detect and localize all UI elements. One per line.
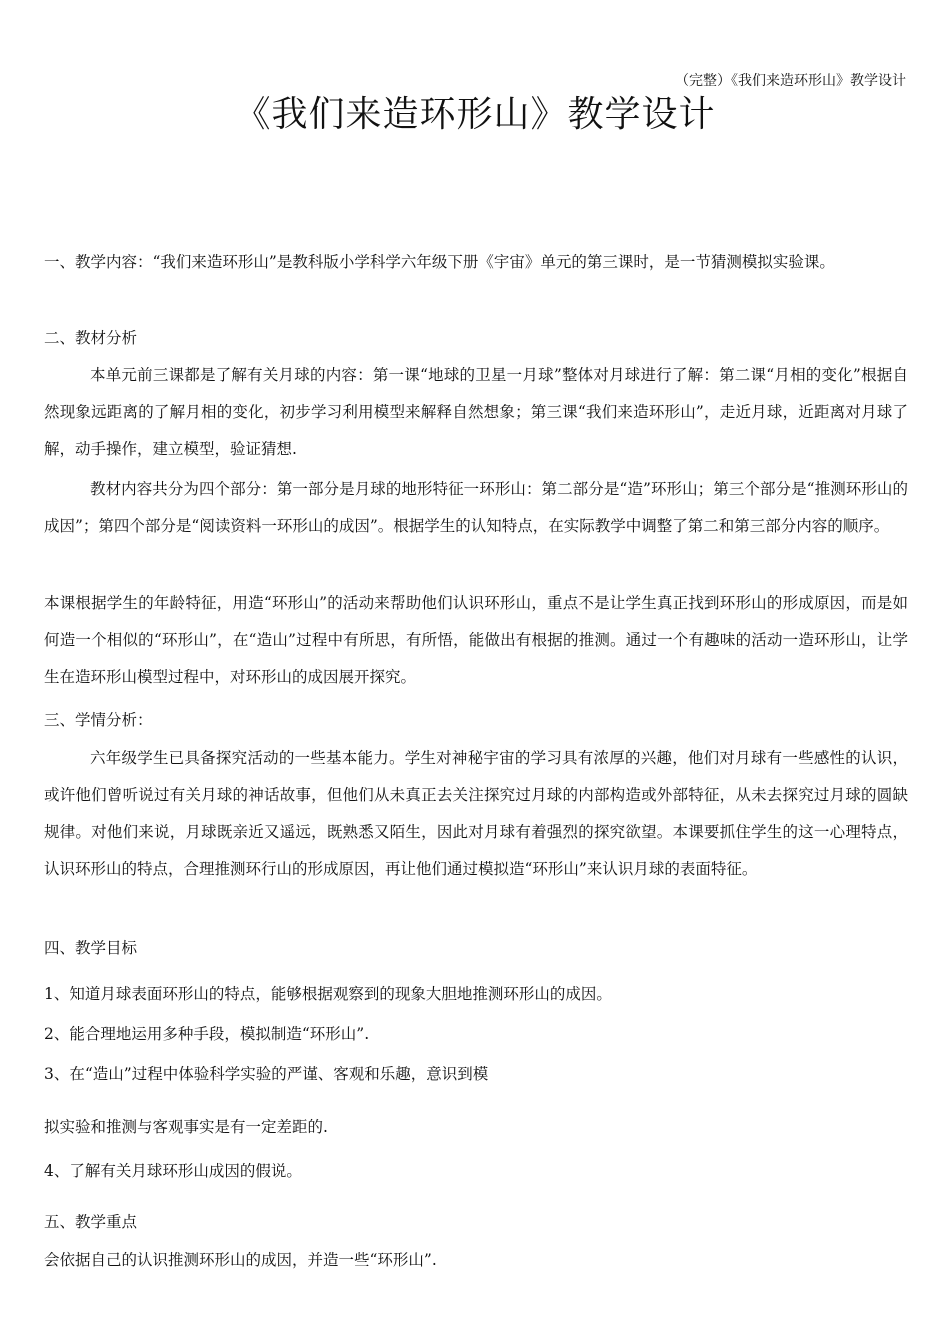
section-2-heading: 二、教材分析 — [44, 329, 138, 347]
goal-3-line-2: 拟实验和推测与客观事实是有一定差距的. — [44, 1118, 328, 1136]
key-point-paragraph: 会依据自己的认识推测环形山的成因，并造一些“环形山”. — [44, 1251, 437, 1269]
section-5-heading: 五、教学重点 — [44, 1213, 138, 1231]
analysis-paragraph-3: 本课根据学生的年龄特征，用造“环形山”的活动来帮助他们认识环形山，重点不是让学生真正找到环形山的形成原因，而是如何造一个相似的“环形山”，在“造山”过程中有所思，有所悟，能做出有根据的推测。通过一个有趣味的活动一造环形山，让学生在造环形山模型过程中，对环形山的成因展开探究。 — [44, 594, 908, 686]
analysis-paragraph-2: 教材内容共分为四个部分：第一部分是月球的地形特征一环形山：第二部分是“造”环形山；第三个部分是“推测环形山的成因”；第四个部分是“阅读资料一环形山的成因”。根据学生的认知特点，在实际教学中调整了第二和第三部分内容的顺序。 — [44, 480, 908, 535]
running-header: （完整）《我们来造环形山》教学设计 — [675, 73, 906, 89]
goal-2: 2、能合理地运用多种手段，模拟制造“环形山”. — [44, 1025, 370, 1043]
section-3-heading: 三、学情分析： — [44, 711, 153, 729]
goal-4: 4、了解有关月球环形山成因的假说。 — [44, 1162, 302, 1180]
analysis-paragraph-1: 本单元前三课都是了解有关月球的内容：第一课“地球的卫星一月球”整体对月球进行了解：第二课“月相的变化”根据自然现象远距离的了解月相的变化，初步学习利用模型来解释自然想象；第三课“我们来造环形山”，走近月球，近距离对月球了解，动手操作，建立模型，验证猜想. — [44, 366, 908, 458]
section-1-content: 一、教学内容：“我们来造环形山”是教科版小学科学六年级下册《宇宙》单元的第三课时，是一节猜测模拟实验课。 — [44, 253, 835, 271]
goal-1: 1、知道月球表面环形山的特点，能够根据观察到的现象大胆地推测环形山的成因。 — [44, 985, 612, 1003]
learner-analysis-paragraph: 六年级学生已具备探究活动的一些基本能力。学生对神秘宇宙的学习具有浓厚的兴趣，他们对月球有一些感性的认识，或许他们曾听说过有关月球的神话故事，但他们从未真正去关注探究过月球的内部构造或外部特征，从未去探究过月球的圆缺规律。对他们来说，月球既亲近又遥远，既熟悉又陌生，因此对月球有着强烈的探究欲望。本课要抓住学生的这一心理特点，认识环形山的特点，合理推测环行山的形成原因，再让他们通过模拟造“环形山”来认识月球的表面特征。 — [44, 749, 908, 878]
section-4-heading: 四、教学目标 — [44, 939, 138, 957]
goal-3-line-1: 3、在“造山”过程中体验科学实验的严谨、客观和乐趣，意识到模 — [44, 1065, 489, 1083]
document-title: 《我们来造环形山》教学设计 — [234, 94, 716, 135]
